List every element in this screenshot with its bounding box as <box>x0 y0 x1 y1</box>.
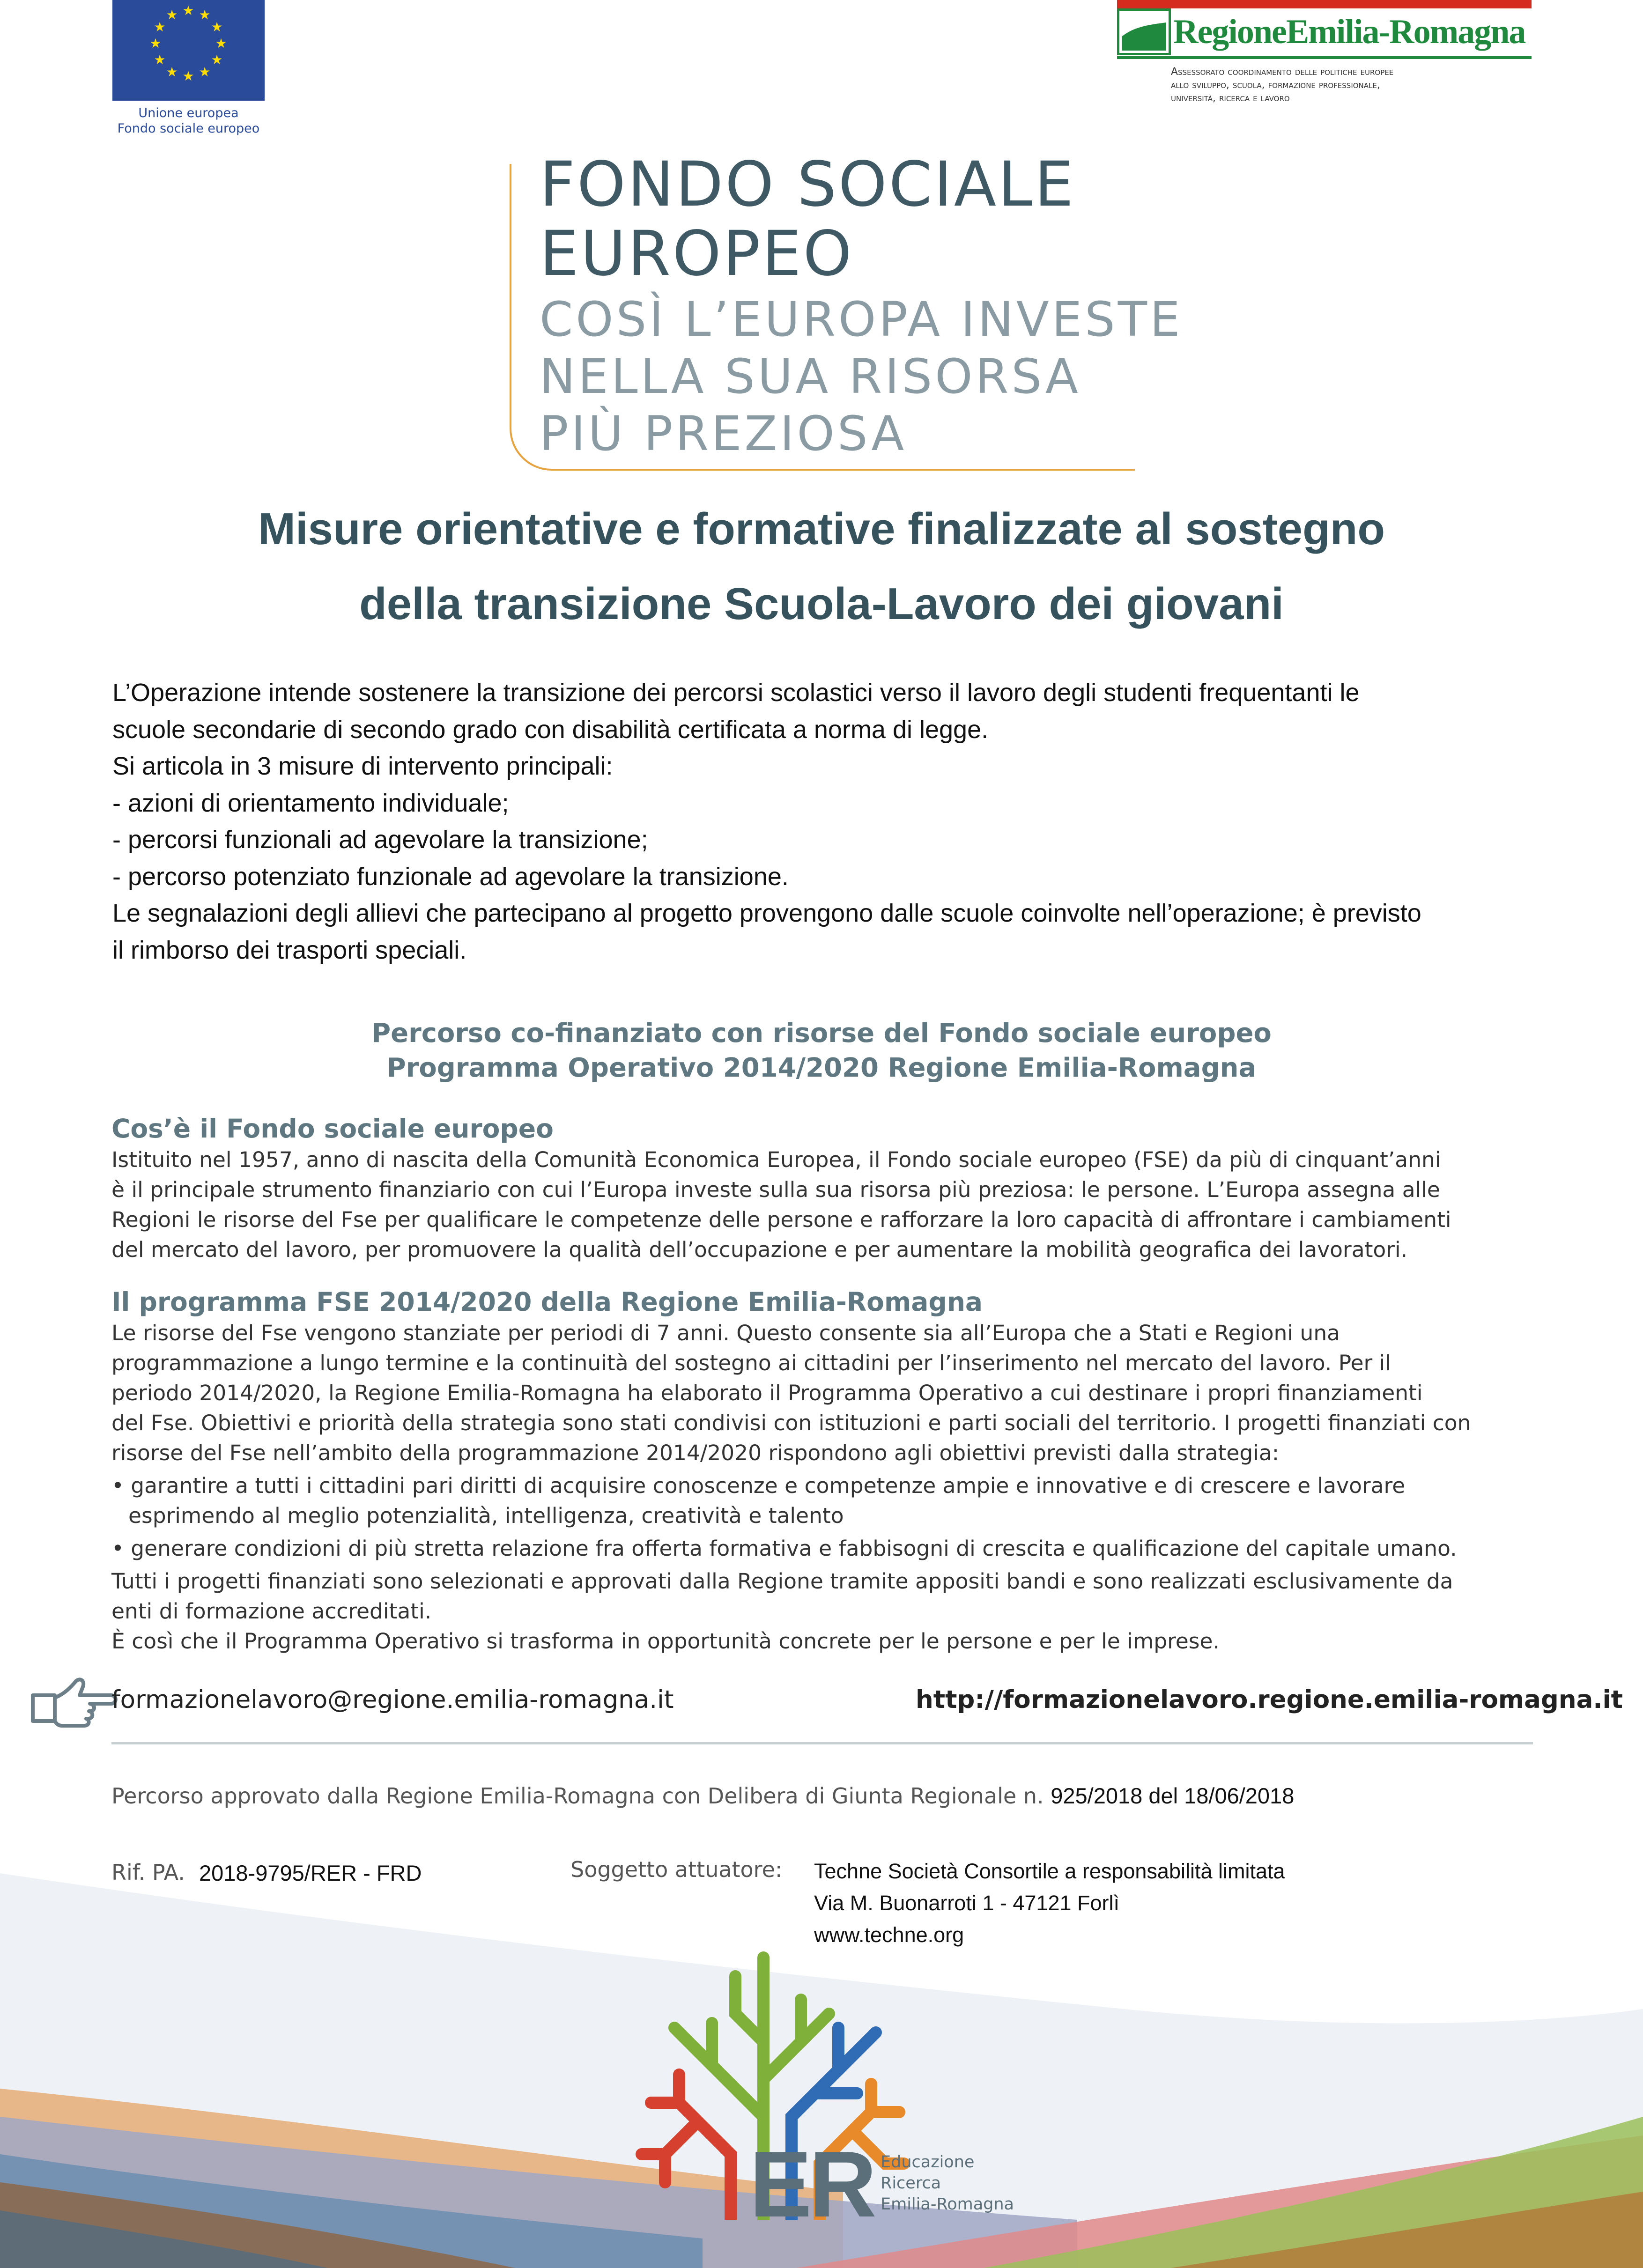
svg-text:★: ★ <box>154 52 166 67</box>
fse-title-line: EUROPEO <box>540 218 854 290</box>
cofinancing-line: Programma Operativo 2014/2020 Regione Emilia-Romagna <box>386 1053 1257 1083</box>
section-title-fse: Cos’è il Fondo sociale europeo <box>111 1114 554 1144</box>
section-line: enti di formazione accreditati. <box>111 1599 432 1624</box>
fse-title <box>540 150 1075 288</box>
section-title-program: Il programma FSE 2014/2020 della Regione Emilia-Romagna <box>111 1287 983 1317</box>
implementer-website: www.techne.org <box>814 1923 964 1947</box>
implementer-label: Soggetto attuatore: <box>570 1857 783 1882</box>
section-line: Istituito nel 1957, anno di nascita della Comunità Economica Europea, il Fondo sociale europeo (FSE) da più di cinquant’anni <box>111 1147 1441 1172</box>
section-line: Le risorse del Fse vengono stanziate per periodi di 7 anni. Questo consente sia all’Europa che a Stati e Regioni una <box>111 1321 1340 1345</box>
region-logo-red-bar <box>1117 0 1532 8</box>
eu-caption-line: Unione europea <box>138 106 239 120</box>
fse-subtitle-line: NELLA SUA RISORSA <box>540 349 1081 405</box>
region-logo-name: RegioneEmilia-Romagna <box>1173 13 1525 51</box>
approval-note <box>111 1782 1294 1810</box>
cofinancing-line: Percorso co-finanziato con risorse del Fondo sociale europeo <box>371 1018 1272 1049</box>
svg-text:★: ★ <box>166 64 178 80</box>
section-line: Regioni le risorse del Fse per qualificare le competenze delle persone e rafforzare la loro capacità di affrontare i cambiamenti <box>111 1207 1451 1232</box>
section-line: periodo 2014/2020, la Regione Emilia-Romagna ha elaborato il Programma Operativo a cui destinare i propri finanziamenti <box>111 1381 1423 1405</box>
svg-text:★: ★ <box>199 64 211 80</box>
intro-line: Le segnalazioni degli allievi che partecipano al progetto provengono dalle scuole coinvolte nell’operazione; è previsto <box>112 899 1421 927</box>
pointing-hand-icon <box>29 1677 118 1733</box>
section-body-fse <box>111 1145 1535 1265</box>
svg-text:★: ★ <box>211 19 223 35</box>
region-logo-emblem-icon <box>1117 8 1171 55</box>
intro-line: - percorso potenziato funzionale ad agevolare la transizione. <box>112 862 789 891</box>
svg-text:★: ★ <box>199 7 211 22</box>
er-logo-mark: ER <box>749 2132 874 2237</box>
approval-value: 925/2018 del 18/06/2018 <box>1051 1783 1295 1808</box>
svg-text:★: ★ <box>215 36 227 51</box>
intro-line: L’Operazione intende sostenere la transizione dei percorsi scolastici verso il lavoro degli studenti frequentanti le <box>112 679 1360 707</box>
reference-value: 2018-9795/RER - FRD <box>199 1861 422 1885</box>
region-logo-department <box>1171 66 1541 105</box>
bullet-item: • garantire a tutti i cittadini pari diritti di acquisire conoscenze e competenze ampie e innovative e di crescere e lavorare <box>111 1473 1406 1498</box>
intro-text <box>112 674 1546 968</box>
fse-title-line: FONDO SOCIALE <box>540 148 1076 221</box>
reference-label: Rif. PA. <box>111 1860 185 1885</box>
intro-line: il rimborso dei trasporti speciali. <box>112 936 467 964</box>
svg-text:★: ★ <box>182 68 194 84</box>
implementer-details <box>814 1855 1285 1951</box>
svg-text:★: ★ <box>182 3 194 18</box>
divider <box>111 1742 1533 1744</box>
section-line: del Fse. Obiettivi e priorità della strategia sono stati condivisi con istituzioni e parti sociali del territorio. I progetti finanziati con <box>111 1411 1471 1435</box>
er-logo-line: Ricerca <box>881 2174 941 2193</box>
bullet-item-continued: esprimendo al meglio potenzialità, intelligenza, creatività e talento <box>128 1503 844 1528</box>
section-line: programmazione a lungo termine e la continuità del sostegno ai cittadini per l’inserimento nel mercato del lavoro. Per il <box>111 1351 1391 1375</box>
eu-caption <box>94 105 283 136</box>
approval-label: Percorso approvato dalla Regione Emilia-Romagna con Delibera di Giunta Regionale n. <box>111 1783 1044 1809</box>
section-line: del mercato del lavoro, per promuovere la qualità dell’occupazione e per aumentare la mobilità geografica dei lavoratori. <box>111 1237 1408 1262</box>
svg-text:★: ★ <box>211 52 223 67</box>
department-line: università, ricerca e lavoro <box>1171 92 1290 104</box>
er-logo-line: Emilia-Romagna <box>881 2195 1014 2214</box>
section-line: è il principale strumento finanziario con cui l’Europa investe sulla sua risorsa più preziosa: le persone. L’Europa assegna alle <box>111 1177 1440 1202</box>
department-line: allo sviluppo, scuola, formazione professionale, <box>1171 79 1380 91</box>
section-line: Tutti i progetti finanziati sono selezionati e approvati dalla Regione tramite appositi bandi e sono realizzati esclusivamente da <box>111 1569 1453 1594</box>
fse-subtitle-line: PIÙ PREZIOSA <box>540 406 907 462</box>
eu-flag-logo <box>112 0 265 101</box>
intro-line: Si articola in 3 misure di intervento principali: <box>112 752 613 780</box>
region-logo-underline <box>1117 56 1532 59</box>
cofinancing-note <box>0 1016 1643 1086</box>
er-logo-text <box>881 2152 1014 2215</box>
page-title <box>0 492 1643 642</box>
svg-text:★: ★ <box>149 36 162 51</box>
fse-subtitle-line: COSÌ L’EUROPA INVESTE <box>540 292 1183 347</box>
department-line: Assessorato coordinamento delle politiche europee <box>1171 66 1394 78</box>
bullet-item: • generare condizioni di più stretta relazione fra offerta formativa e fabbisogni di crescita e qualificazione del capitale umano. <box>111 1536 1457 1561</box>
er-logo-line: Educazione <box>881 2153 975 2172</box>
svg-text:★: ★ <box>154 19 166 35</box>
implementer-name: Techne Società Consortile a responsabilità limitata <box>814 1859 1285 1883</box>
email-link[interactable]: formazionelavoro@regione.emilia-romagna.it <box>111 1685 674 1714</box>
svg-text:★: ★ <box>166 7 178 22</box>
eu-caption-line: Fondo sociale europeo <box>117 121 260 136</box>
page-title-line: della transizione Scuola-Lavoro dei giovani <box>359 579 1284 629</box>
implementer-address: Via M. Buonarroti 1 - 47121 Forlì <box>814 1891 1119 1915</box>
intro-line: - azioni di orientamento individuale; <box>112 789 509 817</box>
page-title-line: Misure orientative e formative finalizzate al sostegno <box>258 504 1385 554</box>
section-body-program <box>111 1318 1535 1656</box>
intro-line: - percorsi funzionali ad agevolare la transizione; <box>112 826 648 854</box>
section-line: È così che il Programma Operativo si trasforma in opportunità concrete per le persone e per le imprese. <box>111 1629 1220 1654</box>
section-line: risorse del Fse nell’ambito della programmazione 2014/2020 rispondono agli obiettivi previsti dalla strategia: <box>111 1441 1280 1465</box>
fse-subtitle <box>540 291 1183 463</box>
intro-line: scuole secondarie di secondo grado con disabilità certificata a norma di legge. <box>112 715 989 744</box>
website-link[interactable]: http://formazionelavoro.regione.emilia-romagna.it <box>916 1685 1623 1714</box>
